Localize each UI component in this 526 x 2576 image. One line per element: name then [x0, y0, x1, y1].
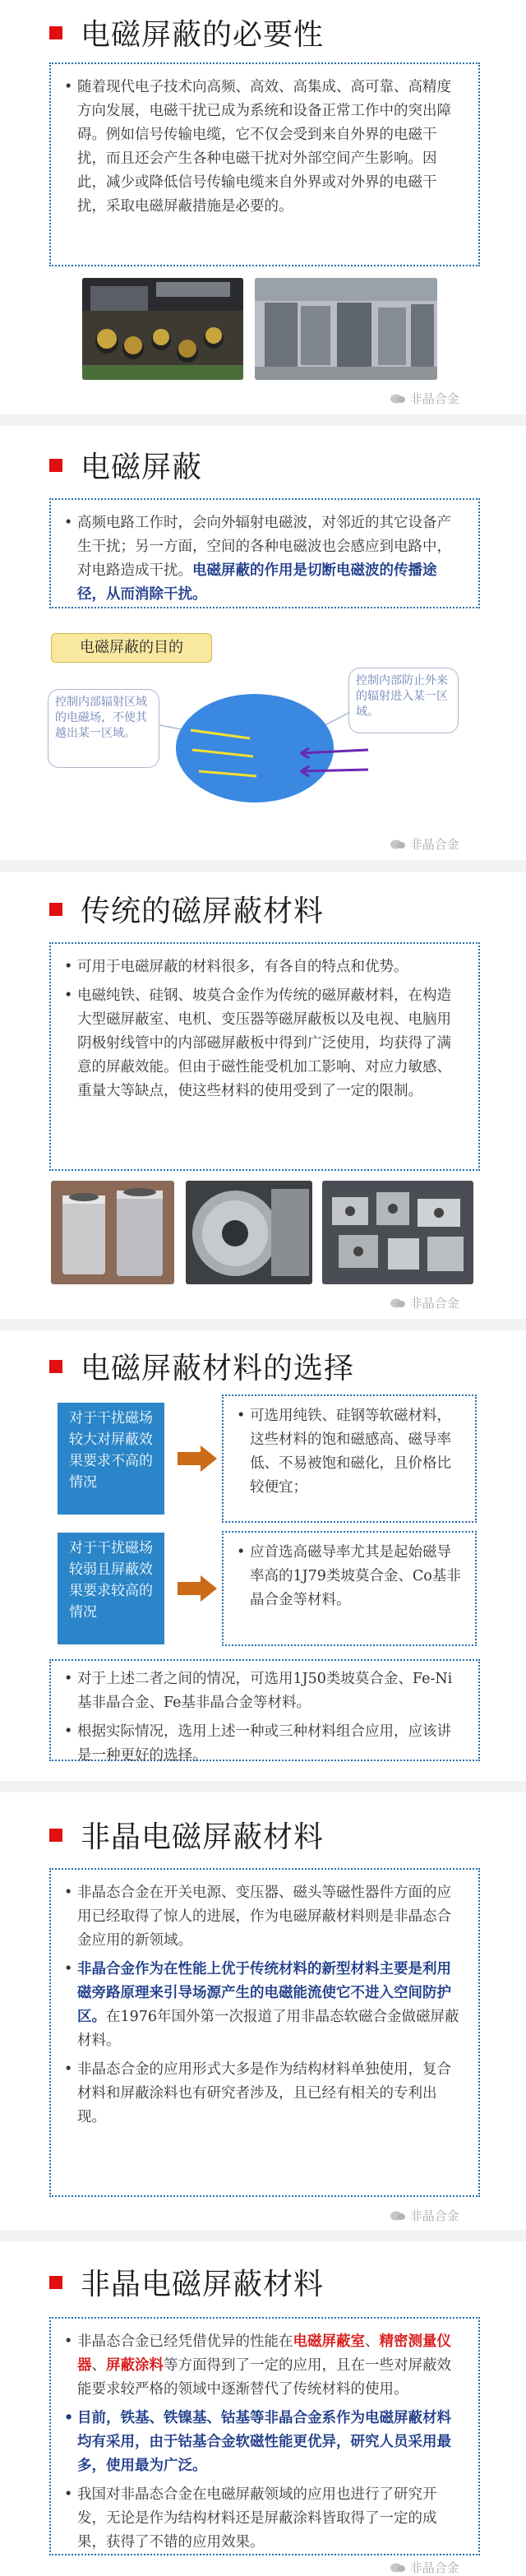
watermark-text: 非晶合金	[409, 837, 459, 852]
metal-parts-photo	[322, 1181, 473, 1284]
section-divider	[0, 414, 526, 426]
section-divider	[0, 1781, 526, 1792]
callout-left: 控制内部辐射区域的电磁场，不使其越出某一区域。	[48, 689, 159, 768]
right-arrow-icon	[176, 1574, 219, 1603]
watermark	[390, 2559, 459, 2576]
paragraph	[64, 1958, 465, 2053]
paragraph: • 非晶态合金的应用形式大多是作为结构材料单独使用，复合材料和屏蔽涂料也有研究者涉及，且已经有相关的专利出现。	[64, 2058, 465, 2130]
text-box	[49, 62, 480, 266]
text-span: 、	[91, 2357, 106, 2374]
shielding-diagram	[148, 674, 370, 814]
text-span: 、	[365, 2333, 380, 2350]
watermark-text: 非晶合金	[409, 2560, 459, 2575]
callout-right: 控制内部防止外来的辐射进入某一区域。	[348, 668, 459, 733]
case-weak-interference: 对于干扰磁场较弱且屏蔽效果要求较高的情况	[58, 1533, 164, 1644]
highlight-red: 电磁屏蔽室	[293, 2333, 365, 2350]
watermark-text: 非晶合金	[409, 2208, 459, 2223]
paragraph	[64, 2330, 465, 2402]
text-box	[49, 942, 480, 1171]
purpose-label: 电磁屏蔽的目的	[51, 633, 212, 663]
section-title: 非晶电磁屏蔽材料	[81, 1820, 325, 1854]
section-divider	[0, 2230, 526, 2241]
recommendation-box-2	[222, 1531, 477, 1646]
paragraph-plain: 在1976年国外第一次报道了用非晶态软磁合金做磁屏蔽材料。	[77, 2009, 459, 2049]
highlight-red: 屏蔽涂料	[106, 2357, 164, 2374]
section-heading-shielding	[49, 444, 202, 486]
chat-bubble-icon	[390, 393, 406, 405]
paragraph: • 目前，铁基、铁镍基、钴基等非晶合金系作为电磁屏蔽材料均有采用，由于钴基合金软磁性能更优异，研究人员采用最多，使用最为广泛。	[64, 2407, 465, 2478]
paragraph: • 我国对非晶态合金在电磁屏蔽领域的应用也进行了研究开发，无论是作为结构材料还是屏蔽涂料皆取得了一定的成果，获得了不错的应用效果。	[64, 2483, 465, 2555]
red-square-icon	[49, 459, 62, 472]
section-heading-traditional	[49, 888, 324, 930]
red-square-icon	[49, 26, 62, 39]
section-title: 电磁屏蔽	[81, 451, 203, 484]
red-square-icon	[49, 2276, 62, 2289]
section-title: 电磁屏蔽的必要性	[81, 18, 325, 52]
section-title: 传统的磁屏蔽材料	[81, 895, 325, 928]
section-title: 非晶电磁屏蔽材料	[81, 2268, 325, 2301]
text-box	[49, 1659, 480, 1764]
shielded-room-photo	[255, 278, 437, 380]
section-divider	[0, 1319, 526, 1330]
right-arrow-icon	[176, 1444, 219, 1473]
chat-bubble-icon	[390, 839, 406, 850]
watermark	[390, 835, 459, 853]
red-square-icon	[49, 1360, 62, 1373]
metal-tubes-photo	[51, 1181, 174, 1284]
paragraph: • 电磁纯铁、硅钢、坡莫合金作为传统的磁屏蔽材料，在构造大型磁屏蔽室、电机、变压器等磁屏蔽板以及电视、电脑用阴极射线管中的内部磁屏蔽板中得到广泛使用，均获得了满意的屏蔽效能。但由于磁性能受机加工影响、对应力敏感、重量大等缺点，使这些材料的使用受到了一定的限制。	[64, 984, 465, 1103]
paragraph: • 可用于电磁屏蔽的材料很多，有各自的特点和优势。	[64, 955, 465, 979]
watermark-text: 非晶合金	[409, 1296, 459, 1311]
section-heading-necessity	[49, 12, 324, 53]
paragraph: • 根据实际情况，选用上述一种或三种材料组合应用，应该讲是一种更好的选择。	[64, 1720, 465, 1768]
text-box	[49, 2317, 480, 2555]
paragraph-plain: 高频电路工作时，会向外辐射电磁波，对邻近的其它设备产生干扰；另一方面，空间的各种电磁波也会感应到电路中，对电路造成干扰。	[77, 515, 451, 579]
steel-coil-photo	[186, 1181, 312, 1284]
text-span: 等方面得到了一定的应用，且在一些对屏蔽效能要求较严格的领域中逐渐替代了传统材料的使用。	[77, 2357, 451, 2398]
section-heading-amorphous-2	[49, 2261, 324, 2303]
section-divider	[0, 860, 526, 872]
paragraph: • 可选用纯铁、硅钢等软磁材料，这些材料的饱和磁感高、磁导率低、不易被饱和磁化，且价格比较便宜；	[237, 1404, 462, 1500]
text-box	[49, 498, 480, 608]
case-strong-interference: 对于干扰磁场较大对屏蔽效果要求不高的情况	[58, 1403, 164, 1515]
paragraph: • 对于上述二者之间的情况，可选用1J50类坡莫合金、Fe-Ni基非晶合金、Fe基非晶合金等材料。	[64, 1667, 465, 1715]
paragraph: • 随着现代电子技术向高频、高效、高集成、高可靠、高精度方向发展，电磁干扰已成为系统和设备正常工作中的突出障碍。例如信号传输电缆，它不仅会受到来自外界的电磁干扰，而且还会产生各种电磁干扰对外部空间产生影响。因此，减少或降低信号传输电缆来自外界或对外界的电磁干扰，采取电磁屏蔽措施是必要的。	[64, 76, 465, 219]
watermark	[390, 2207, 459, 2224]
chat-bubble-icon	[390, 2562, 406, 2574]
red-square-icon	[49, 1829, 62, 1842]
chat-bubble-icon	[390, 1297, 406, 1309]
paragraph: • 非晶态合金在开关电源、变压器、磁头等磁性器件方面的应用已经取得了惊人的进展，作为电磁屏蔽材料则是非晶态合金应用的新领域。	[64, 1881, 465, 1953]
paragraph	[64, 511, 465, 607]
red-square-icon	[49, 903, 62, 916]
paragraph: • 应首选高磁导率尤其是起始磁导率高的1J79类坡莫合金、Co基非晶合金等材料。	[237, 1541, 462, 1612]
text-span: 非晶态合金已经凭借优异的性能在	[77, 2333, 293, 2350]
paragraph-bold: 电磁屏蔽的作用是切断电磁波的传播途径，从而消除干扰。	[77, 562, 437, 603]
paragraph-bold: 非晶合金作为在性能上优于传统材料的新型材料主要是利用磁旁路原理来引导场源产生的电磁能流使它不进入空间防护区。	[77, 1961, 451, 2025]
chat-bubble-icon	[390, 2210, 406, 2222]
section-heading-amorphous-1	[49, 1814, 324, 1856]
section-title: 电磁屏蔽材料的选择	[81, 1352, 355, 1385]
highlight-red: 精密测量仪器	[77, 2333, 451, 2374]
circuit-board-photo	[82, 278, 243, 380]
watermark	[390, 390, 459, 407]
watermark-text: 非晶合金	[409, 391, 459, 406]
recommendation-box-1	[222, 1394, 477, 1523]
text-box	[49, 1868, 480, 2197]
section-heading-selection	[49, 1345, 354, 1387]
watermark	[390, 1294, 459, 1311]
